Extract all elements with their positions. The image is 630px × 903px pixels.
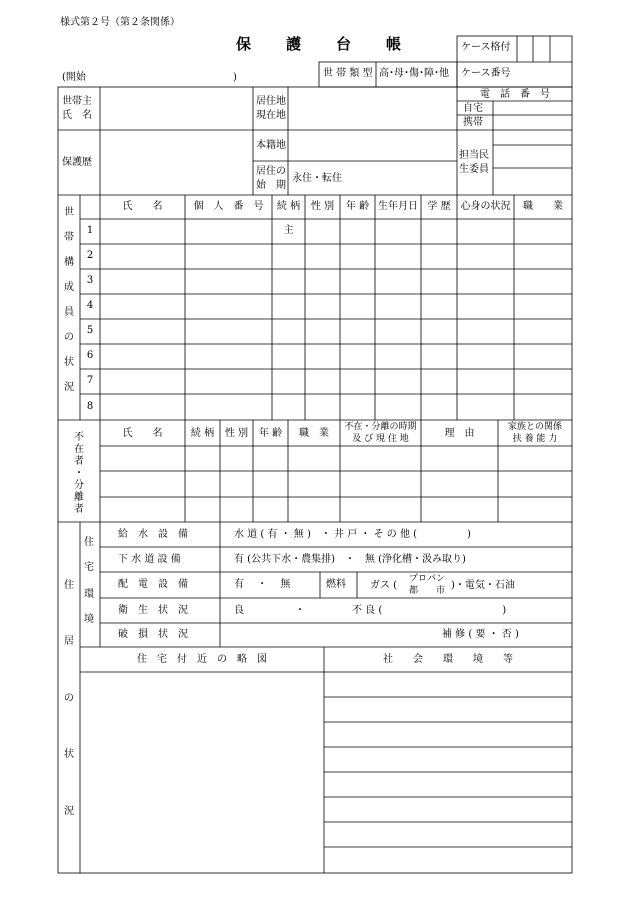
damage-value: 補 修 ( 要 ・ 否 ) — [442, 629, 519, 640]
col-sex: 性 別 — [310, 201, 335, 212]
absent-col-occupation: 職 業 — [299, 428, 329, 439]
housing-side-char: 居 — [64, 636, 74, 647]
row-number: 8 — [86, 401, 94, 412]
phone-home-label: 自宅 — [463, 103, 483, 114]
map-label: 住 宅 付 近 の 略 図 — [137, 654, 267, 665]
absent-side-label: 不 在 者 ・ 分 離 者 — [74, 432, 84, 515]
gas-suffix: )・電気・石油 — [451, 580, 515, 591]
gas-prefix: ガス ( — [370, 580, 398, 591]
col-relation: 続 柄 — [276, 201, 301, 212]
row-number: 2 — [86, 250, 94, 261]
water-label: 給 水 設 備 — [118, 529, 188, 540]
absent-col-age: 年 齢 — [258, 428, 283, 439]
head-label-2: 氏 名 — [62, 110, 92, 121]
col-name: 氏 名 — [122, 201, 163, 212]
head-label-1: 世帯主 — [62, 96, 92, 107]
sewer-value: 有 (公共下水・農集排) ・ 無 (浄化槽・汲み取り) — [234, 554, 466, 565]
case-storage-label: ケース格付 — [461, 42, 511, 53]
hygiene-bad: 不 良 ( ) — [352, 605, 507, 616]
col-education: 学 歴 — [427, 201, 451, 212]
case-number-label: ケース番号 — [461, 68, 511, 79]
row-number: 4 — [86, 300, 94, 311]
housing-side-char: 住 — [64, 580, 74, 591]
residence-start-label-1: 居住の — [256, 166, 286, 177]
first-relation: 主 — [283, 225, 294, 236]
col-personal-number: 個 人 番 号 — [193, 201, 264, 212]
residence-start-label-2: 始 期 — [256, 180, 286, 191]
social-label: 社 会 環 境 等 — [383, 654, 513, 665]
gas-option-propane: プロパン — [409, 574, 446, 584]
absent-col-family-2: 扶 養 能 力 — [512, 434, 558, 444]
title-char: 護 — [286, 35, 302, 53]
col-age: 年 齢 — [345, 201, 370, 212]
env-char: 環 — [84, 589, 94, 600]
residence-label-2: 現在地 — [256, 110, 286, 121]
title-char: 保 — [236, 35, 252, 53]
power-label: 配 電 設 備 — [118, 579, 188, 590]
hygiene-label: 衛 生 状 況 — [118, 605, 188, 616]
title-char: 台 — [336, 35, 352, 53]
fuel-label: 燃料 — [326, 579, 346, 590]
phone-label: 電 話 番 号 — [480, 89, 550, 100]
row-number: 1 — [86, 225, 94, 236]
members-side-label: 世 帯 構 成 員 の 状 況 — [64, 207, 74, 393]
housing-side-char: の — [64, 693, 74, 704]
col-condition: 心身の状況 — [460, 201, 511, 212]
phone-mobile-label: 携帯 — [463, 117, 483, 128]
domicile-label: 本籍地 — [256, 140, 286, 151]
power-value: 有 ・ 無 — [234, 579, 291, 590]
row-number: 5 — [86, 325, 94, 336]
title-char: 帳 — [386, 35, 402, 53]
env-char: 住 — [84, 537, 94, 548]
household-type-label: 世 帯 類 型 — [323, 68, 373, 79]
hygiene-dot: ・ — [295, 605, 305, 616]
start-close: ) — [233, 72, 237, 83]
row-number: 3 — [86, 275, 94, 286]
sewer-label: 下 水 道 設 備 — [118, 554, 181, 565]
absent-col-period-2: 及 び 現 住 地 — [352, 434, 409, 444]
env-char: 境 — [84, 614, 94, 625]
commissioner-label-1: 担当民 — [459, 150, 489, 161]
absent-col-period-1: 不在・分離の時期 — [344, 422, 417, 432]
row-number: 7 — [86, 375, 94, 386]
absent-col-name: 氏 名 — [122, 428, 163, 439]
col-birthdate: 生年月日 — [378, 201, 418, 212]
history-label: 保護歴 — [62, 157, 92, 168]
absent-col-family-1: 家族との関係 — [507, 422, 562, 432]
commissioner-label-2: 生委員 — [459, 164, 489, 175]
absent-col-relation: 続 柄 — [190, 428, 215, 439]
col-occupation: 職 業 — [523, 201, 563, 212]
start-label: (開始 — [62, 72, 86, 83]
water-value: 水 道 ( 有 ・ 無 ) ・ 井 戸 ・ そ の 他 ( ) — [234, 529, 471, 540]
form-number: 様式第２号（第２条関係） — [60, 17, 180, 28]
absent-col-sex: 性 別 — [224, 428, 249, 439]
page-title — [236, 35, 406, 56]
damage-label: 破 損 状 況 — [118, 629, 188, 640]
housing-side-char: 況 — [64, 806, 74, 817]
row-number: 6 — [86, 350, 94, 361]
residence-start-value: 永住・転住 — [292, 173, 342, 184]
household-type-options: 高･母･傷･障･他 — [379, 68, 449, 79]
absent-col-reason: 理 由 — [444, 428, 475, 439]
housing-side-char: 状 — [64, 749, 74, 760]
hygiene-good: 良 — [234, 605, 244, 616]
residence-label-1: 居住地 — [256, 96, 286, 107]
env-char: 宅 — [84, 562, 94, 573]
gas-option-city: 都 市 — [409, 586, 446, 596]
